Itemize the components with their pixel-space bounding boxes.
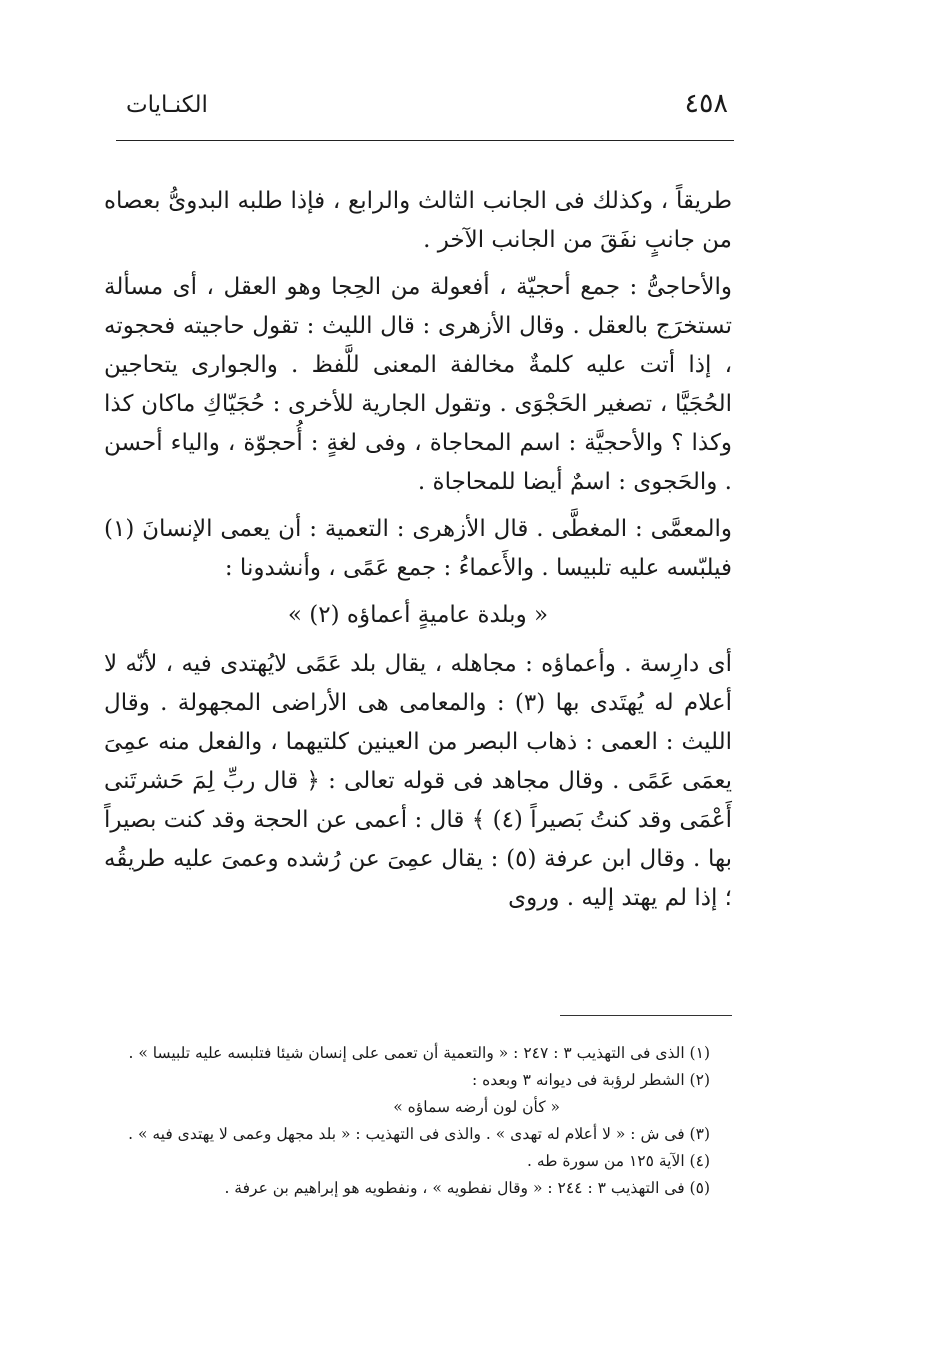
footnote: (٤) الآية ١٢٥ من سورة طه . — [526, 1152, 710, 1170]
main-text — [104, 182, 732, 918]
footnote: (٥) فى التهذيب ٣ : ٢٤٤ : « وقال نفطويه » ، ونفطويه هو إبراهيم بن عرفة . — [224, 1179, 710, 1197]
paragraph: والأحاجىُّ : جمع أحجيّة ، أفعولة من الحِجا وهو العقل ، أى مسألة تستخرَج بالعقل . وقال الأزهرى : قال الليث : تقول حاجيته فحجوته ، إذا أتت عليه كلمةٌ مخالفة المعنى للَّفظ . والجوارى يتحاجين الحُجَيَّا ، تصغير الحَجْوَى . وتقول الجارية للأخرى : حُجَيّاكِ ماكان كذا وكذا ؟ والأحجيَّة : اسم المحاجاة ، وفى لغةٍ : أُحجوّة ، والياء أحسن . والحَجوى : اسمٌ أيضا للمحاجاة . — [104, 274, 732, 495]
page-number: ٤٥٨ — [684, 88, 728, 119]
paragraph: أى دارِسة . وأعماؤه : مجاهله ، يقال بلد عَمًى لايُهتدى فيه ، لأنّه لا أعلام له يُهتَدى بها (٣) : والمعامى هى الأراضى المجهولة . وقال الليث : العمى : ذهاب البصر من العينين كلتيهما ، والفعل منه عمِىَ يعمَى عَمًى . وقال مجاهد فى قوله تعالى : ﴿ قال ربِّ لِمَ حَشرتَنى أَعْمَى وقد كنتُ بَصيراً (٤) ﴾ قال : أعمى عن الحجة وقد كنت بصيراً بها . وقال ابن عرفة (٥) : يقال عمِىَ عن رُشده وعمىَ عليه طريقُه ؛ إذا لم يهتد إليه . وروى — [104, 651, 732, 911]
page-header — [116, 86, 728, 126]
paragraph: طريقاً ، وكذلك فى الجانب الثالث والرابع ، فإذا طلبه البدوىُّ بعصاه من جانبٍ نفَقَ من الجانب الآخر . — [104, 188, 732, 253]
footnote: (١) الذى فى التهذيب ٣ : ٢٤٧ : « والتعمية أن تعمى على إنسان شيئا فتلبسه عليه تلبيسا » . — [128, 1044, 710, 1062]
footnote-divider — [560, 1015, 732, 1016]
paragraph: والمعمَّى : المغطَّى . قال الأزهرى : التعمية : أن يعمى الإنسانَ (١) فيلبّسه عليه تلبيسا . والأَعماءُ : جمع عَمًى ، وأنشدونا : — [104, 516, 732, 581]
footnote: (٢) الشطر لرؤبة فى ديوانه ٣ وبعده : — [471, 1071, 710, 1089]
verse-quote: « وبلدة عاميةٍ أعماؤه (٢) » — [287, 602, 549, 628]
footnote-verse: « كأن لون أرضه سماؤه » — [393, 1098, 560, 1116]
running-title: الكنـايات — [126, 92, 208, 118]
footnote: (٣) فى ش : « لا أعلام له تهدى » . والذى فى التهذيب : « بلد مجهل وعمى لا يهتدى فيه » . — [128, 1125, 710, 1143]
header-divider — [116, 140, 734, 141]
footnotes — [110, 1040, 710, 1202]
